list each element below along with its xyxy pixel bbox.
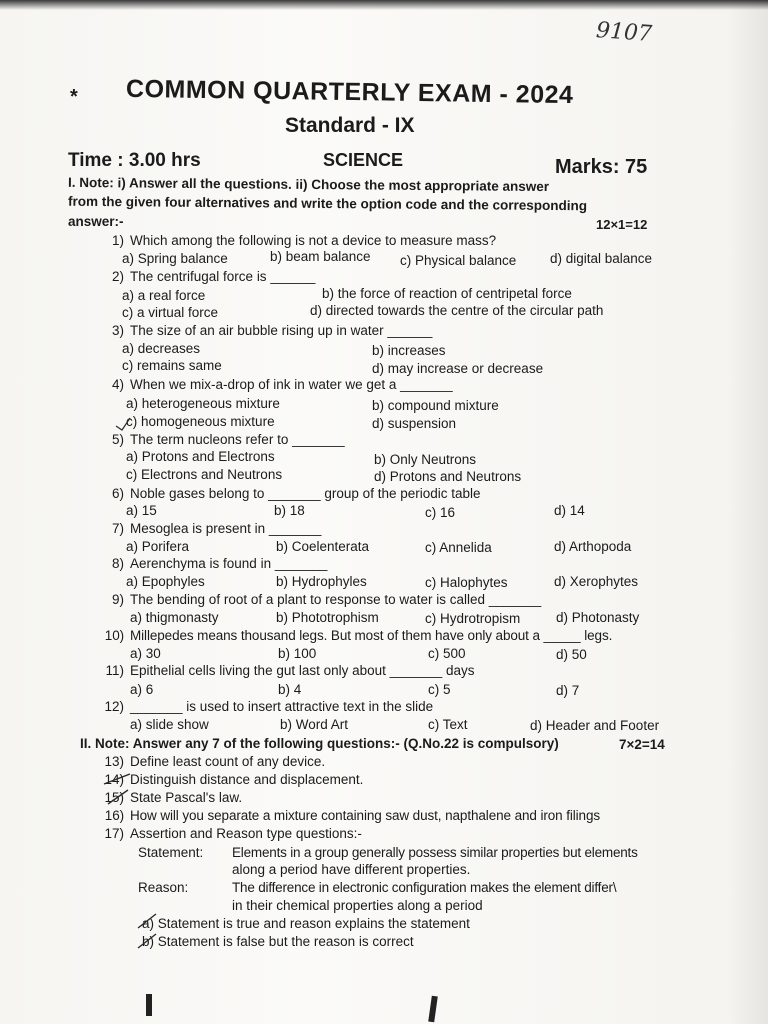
q12-option-c: c) Text	[428, 717, 468, 732]
question-15: 15) State Pascal's law.	[104, 790, 243, 805]
question-11: 11) Epithelial cells living the gut last only about _______ days	[105, 663, 475, 678]
statement-text-line1: Elements in a group generally possess similar properties but elements	[232, 845, 638, 860]
q7-option-d: d) Arthopoda	[554, 539, 632, 554]
q7-option-a: a) Porifera	[126, 539, 190, 554]
q9-option-d: d) Photonasty	[556, 610, 640, 625]
q1-option-a: a) Spring balance	[122, 251, 228, 266]
q7-option-b: b) Coelenterata	[276, 539, 370, 554]
q3-option-b: b) increases	[372, 343, 446, 358]
question-12: 12) _______ is used to insert attractive text in the slide	[104, 699, 434, 714]
q11-option-d: d) 7	[556, 683, 580, 698]
q4-option-c: c) homogeneous mixture	[126, 414, 275, 429]
q4-option-a: a) heterogeneous mixture	[126, 396, 280, 411]
section2-note: II. Note: Answer any 7 of the following questions:- (Q.No.22 is compulsory)	[80, 736, 559, 751]
section1-note-line2: from the given four alternatives and write the option code and the corresponding	[67, 193, 588, 214]
q5-option-b: b) Only Neutrons	[374, 452, 477, 467]
q3-option-c: c) remains same	[122, 358, 222, 373]
section1-note-line3: answer:-	[68, 214, 124, 229]
reason-text-line2: in their chemical properties along a period	[232, 898, 483, 913]
bullet-star: *	[70, 86, 78, 108]
q11-option-a: a) 6	[130, 682, 154, 697]
q6-option-d: d) 14	[554, 503, 585, 518]
q10-option-a: a) 30	[130, 646, 161, 661]
q9-option-a: a) thigmonasty	[130, 610, 219, 625]
section1-marks: 12×1=12	[596, 217, 648, 232]
q8-option-c: c) Halophytes	[425, 575, 508, 590]
time-label: Time : 3.00 hrs	[68, 150, 201, 171]
q6-option-b: b) 18	[274, 503, 305, 518]
subject-label: SCIENCE	[323, 150, 404, 170]
question-16: 16) How will you separate a mixture containing saw dust, napthalene and iron filings	[104, 808, 601, 823]
question-3: 3) The size of an air bubble rising up in water ______	[111, 323, 433, 338]
q4-option-d: d) suspension	[372, 416, 457, 431]
section2-marks: 7×2=14	[619, 737, 665, 752]
q10-option-d: d) 50	[556, 647, 587, 662]
q5-option-d: d) Protons and Neutrons	[374, 469, 522, 484]
question-6: 6) Noble gases belong to _______ group of the periodic table	[111, 486, 481, 501]
q11-option-b: b) 4	[278, 682, 302, 697]
q11-option-c: c) 5	[428, 682, 451, 697]
handwritten-number: 9107	[595, 18, 653, 47]
q2-option-d: d) directed towards the centre of the circular path	[310, 303, 604, 318]
q8-option-a: a) Epophyles	[126, 574, 205, 589]
question-9: 9) The bending of root of a plant to response to water is called _______	[111, 592, 542, 607]
section1-note-line1: I. Note: i) Answer all the questions. ii) Choose the most appropriate answer	[67, 174, 550, 195]
binder-clip-mark-left	[146, 994, 152, 1016]
q4-option-b: b) compound mixture	[372, 398, 499, 413]
question-8: 8) Aerenchyma is found in _______	[111, 556, 328, 571]
q9-option-b: b) Phototrophism	[276, 610, 379, 625]
q8-option-b: b) Hydrophyles	[276, 574, 367, 589]
question-17: 17) Assertion and Reason type questions:-	[104, 826, 362, 841]
q3-option-d: d) may increase or decrease	[372, 361, 544, 376]
exam-title: COMMON QUARTERLY EXAM - 2024	[125, 74, 574, 110]
q1-option-c: c) Physical balance	[400, 253, 517, 268]
pen-tick-q4	[114, 416, 134, 432]
q2-option-c: c) a virtual force	[122, 305, 219, 320]
q6-option-a: a) 15	[126, 503, 157, 518]
question-1: 1) Which among the following is not a device to measure mass?	[111, 233, 497, 248]
question-10: 10) Millepedes means thousand legs. But most of them have only about a _____ legs.	[104, 628, 613, 643]
statement-label: Statement:	[138, 845, 204, 860]
q12-option-b: b) Word Art	[280, 717, 349, 732]
reason-label: Reason:	[138, 880, 189, 895]
standard-label: Standard - IX	[285, 114, 415, 137]
q12-option-d: d) Header and Footer	[530, 718, 660, 733]
question-7: 7) Mesoglea is present in _______	[111, 521, 322, 536]
q12-option-a: a) slide show	[130, 717, 209, 732]
q5-option-a: a) Protons and Electrons	[126, 449, 275, 464]
pen-strike-marks-assertion	[132, 912, 164, 952]
question-13: 13) Define least count of any device.	[104, 754, 326, 769]
assertion-option-b: b) Statement is false but the reason is correct	[142, 934, 414, 949]
q3-option-a: a) decreases	[122, 341, 201, 356]
q5-option-c: c) Electrons and Neutrons	[126, 467, 283, 482]
q10-option-b: b) 100	[278, 646, 317, 661]
q2-option-a: a) a real force	[122, 288, 206, 303]
q1-option-d: d) digital balance	[550, 251, 653, 266]
question-14: 14) Distinguish distance and displacement.	[104, 772, 364, 787]
marks-label: Marks: 75	[555, 156, 648, 178]
q10-option-c: c) 500	[428, 646, 466, 661]
q9-option-c: c) Hydrotropism	[425, 611, 521, 626]
statement-text-line2: along a period have different properties.	[232, 862, 471, 877]
question-2: 2) The centrifugal force is ______	[111, 269, 316, 284]
binder-clip-mark-right	[428, 996, 438, 1023]
q7-option-c: c) Annelida	[425, 540, 492, 555]
q1-option-b: b) beam balance	[270, 249, 371, 264]
question-4: 4) When we mix-a-drop of ink in water we get a _______	[111, 377, 453, 392]
right-edge-shadow	[728, 0, 768, 1024]
q6-option-c: c) 16	[425, 505, 456, 520]
q2-option-b: b) the force of reaction of centripetal force	[322, 286, 572, 301]
question-5: 5) The term nucleons refer to _______	[111, 432, 345, 447]
assertion-option-a: a) Statement is true and reason explains the statement	[142, 916, 470, 931]
q8-option-d: d) Xerophytes	[554, 574, 639, 589]
top-edge-shadow	[0, 0, 768, 10]
reason-text-line1: The difference in electronic configuration makes the element differ\	[232, 880, 617, 895]
pen-strike-marks-14-15	[100, 770, 140, 810]
